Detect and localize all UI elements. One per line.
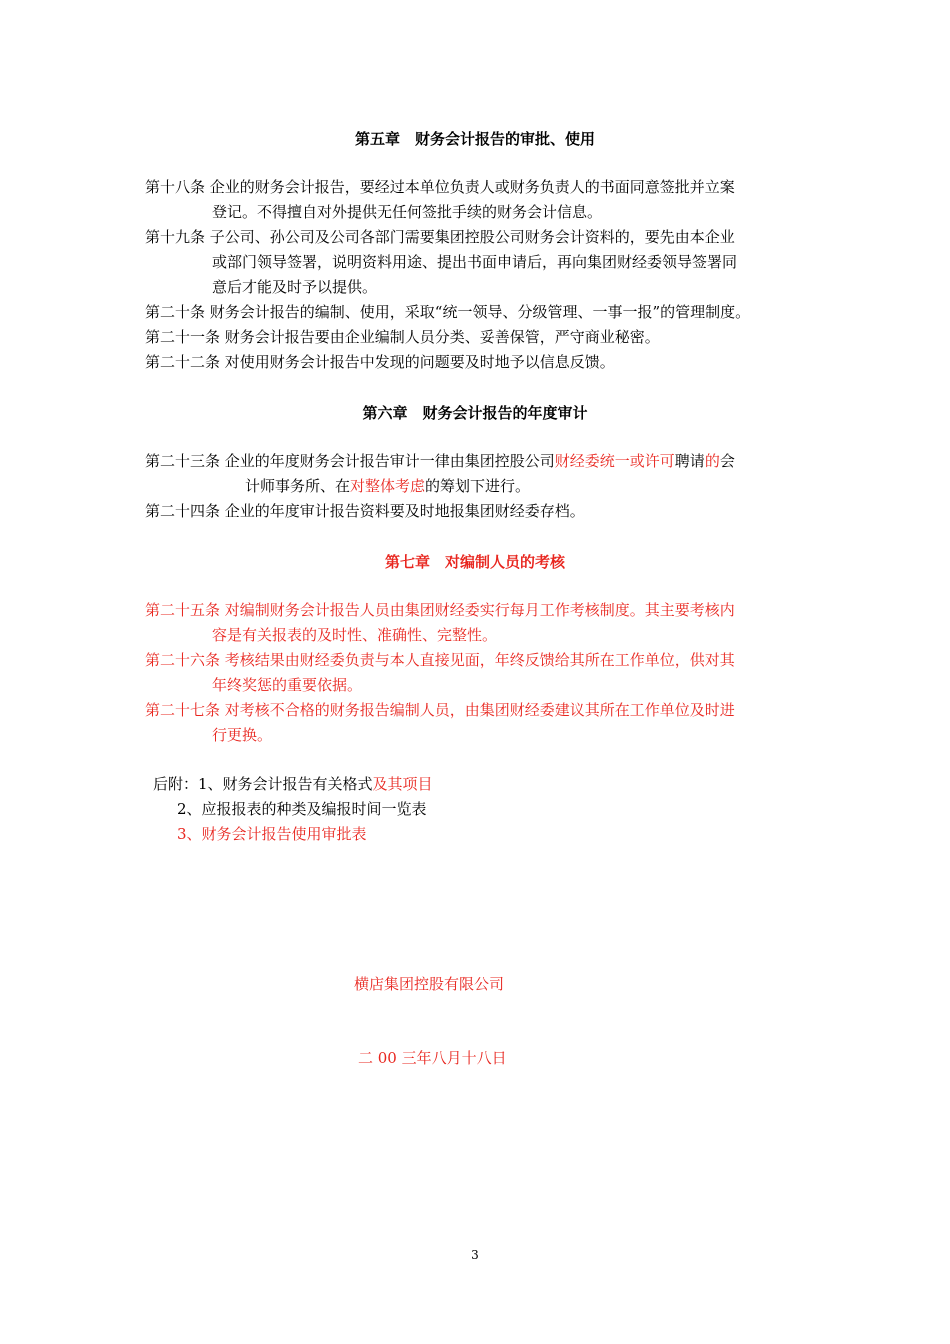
article-24: 第二十四条 企业的年度审计报告资料要及时地报集团财经委存档。 (145, 502, 585, 520)
article-22: 第二十二条 对使用财务会计报告中发现的问题要及时地予以信息反馈。 (145, 353, 615, 371)
article-23-line1 (145, 451, 735, 471)
article-21: 第二十一条 财务会计报告要由企业编制人员分类、妥善保管，严守商业秘密。 (145, 328, 660, 346)
article-23-text-8: 的筹划下进行。 (425, 477, 531, 495)
article-26-line1: 第二十六条 考核结果由财经委负责与本人直接见面，年终反馈给其所在工作单位，供对其 (145, 651, 735, 669)
article-18-line2: 登记。不得擅自对外提供无任何签批手续的财务会计信息。 (212, 203, 603, 221)
appendix-item-3: 3、财务会计报告使用审批表 (177, 825, 367, 843)
appendix-item-1-red-text: 及其项目 (372, 775, 433, 793)
article-27-line2: 行更换。 (212, 726, 273, 744)
chapter6-title: 第六章 财务会计报告的年度审计 (362, 404, 588, 422)
article-25-line1: 第二十五条 对编制财务会计报告人员由集团财经委实行每月工作考核制度。其主要考核内 (145, 601, 735, 619)
article-23-text-4: 的 (704, 452, 720, 470)
appendix-item-1-text: 后附：1、财务会计报告有关格式 (153, 775, 373, 793)
appendix-item-2: 2、应报报表的种类及编报时间一览表 (177, 800, 427, 818)
article-27-line1: 第二十七条 对考核不合格的财务报告编制人员，由集团财经委建议其所在工作单位及时进 (145, 701, 735, 719)
article-18-line1: 第十八条 企业的财务会计报告，要经过本单位负责人或财务负责人的书面同意签批并立案 (145, 178, 735, 196)
article-23-line2 (245, 476, 530, 496)
chapter5-title: 第五章 财务会计报告的审批、使用 (354, 130, 595, 148)
document-date: 二 00 三年八月十八日 (358, 1049, 507, 1067)
company-name: 横店集团控股有限公司 (354, 975, 505, 993)
article-23-text-2: 财经委统一或许可 (554, 452, 675, 470)
article-23-text-6: 计师事务所、在 (245, 477, 351, 495)
article-23-text-1: 第二十三条 企业的年度财务会计报告审计一律由集团控股公司 (145, 452, 555, 470)
article-23-text-3: 聘请 (674, 452, 705, 470)
article-19-line1: 第十九条 子公司、孙公司及公司各部门需要集团控股公司财务会计资料的，要先由本企业 (145, 228, 735, 246)
chapter7-title: 第七章 对编制人员的考核 (384, 553, 565, 571)
article-26-line2: 年终奖惩的重要依据。 (212, 676, 363, 694)
article-19-line3: 意后才能及时予以提供。 (212, 278, 378, 296)
article-20: 第二十条 财务会计报告的编制、使用，采取“统一领导、分级管理、一事一报”的管理制度。 (145, 303, 751, 321)
appendix-item-1 (153, 774, 433, 794)
article-19-line2: 或部门领导签署，说明资料用途、提出书面申请后，再向集团财经委领导签署同 (212, 253, 738, 271)
article-23-text-7: 对整体考虑 (350, 477, 426, 495)
article-23-text-5: 会 (719, 452, 735, 470)
article-25-line2: 容是有关报表的及时性、准确性、完整性。 (212, 626, 498, 644)
page-number: 3 (471, 1248, 479, 1262)
